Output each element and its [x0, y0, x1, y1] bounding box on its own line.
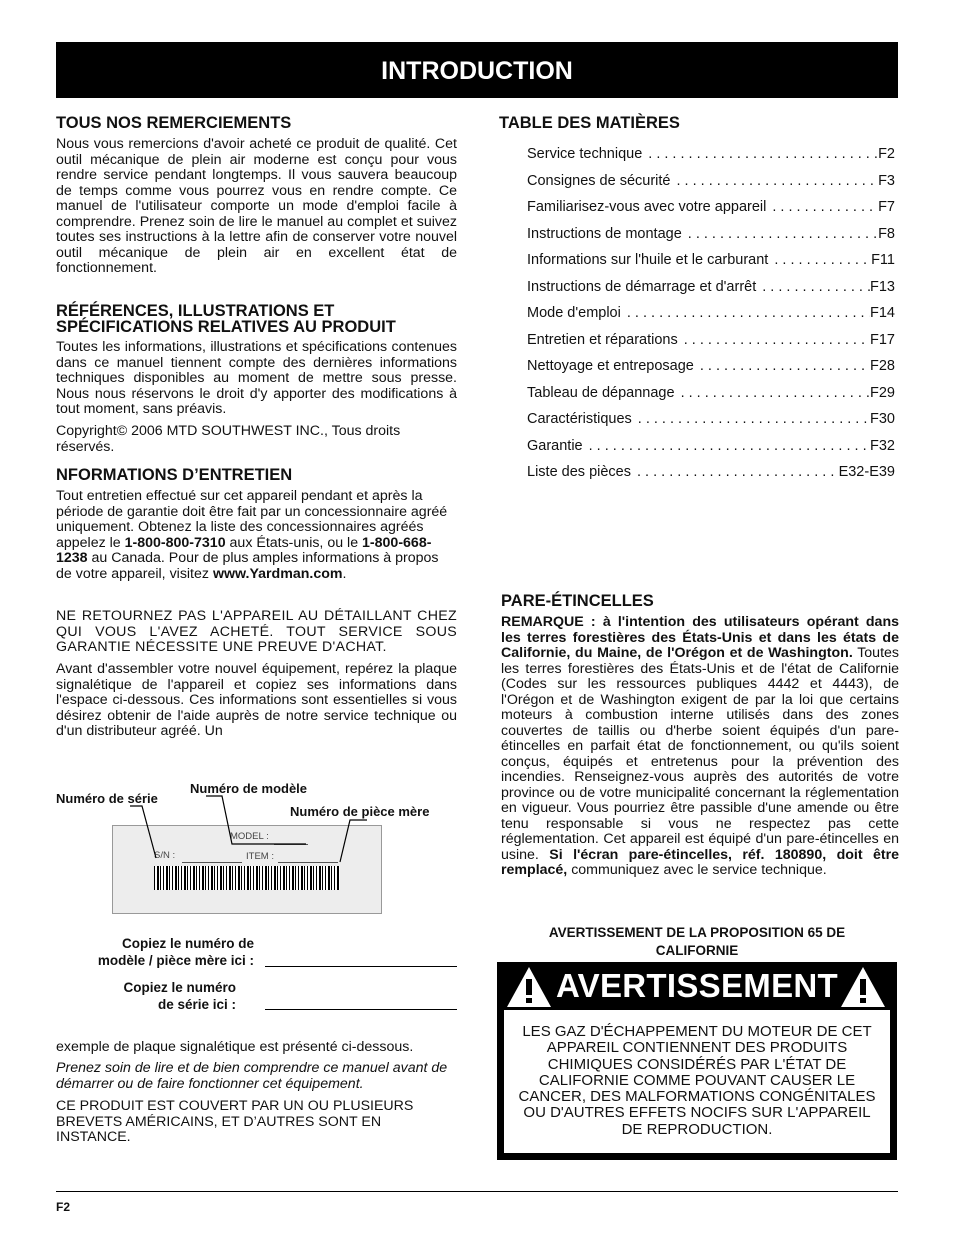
- toc-item-label: Familiarisez-vous avec votre appareil: [527, 199, 767, 215]
- toc-leader-dots: [772, 199, 878, 215]
- service-text-c: au Canada. Pour de plus amples informations à propos de votre appareil, visitez: [56, 550, 439, 582]
- toc-item[interactable]: [527, 199, 895, 215]
- toc-item-label: Consignes de sécurité: [527, 172, 671, 189]
- toc-item-page: E32-E39: [838, 464, 895, 480]
- toc-item[interactable]: [527, 146, 895, 162]
- nameplate-leader-lines: [56, 780, 461, 920]
- toc-item-page: F3: [878, 172, 895, 189]
- toc-item[interactable]: [527, 305, 895, 321]
- copy-serial-label: [56, 979, 236, 1013]
- toc-item-label: Instructions de montage: [527, 225, 682, 242]
- toc-item-label: Tableau de dépannage: [527, 384, 675, 401]
- phone-canada: 1-800-668-1238: [56, 534, 432, 566]
- copyright-text: Copyright© 2006 MTD SOUTHWEST INC., Tous droits réservés.: [56, 423, 401, 455]
- phone-us: 1-800-800-7310: [124, 534, 226, 551]
- copy-model-l1: Copiez le numéro de: [121, 936, 254, 951]
- toc-item-label: Liste des pièces: [527, 464, 631, 480]
- heading-references-l1: RÉFÉRENCES, ILLUSTRATIONS ET: [56, 302, 335, 320]
- read-manual-note: Prenez soin de lire et de bien comprendre ce manuel avant de démarrer ou de faire fonctionner cet équipement.: [56, 1060, 448, 1092]
- toc-item-label: Informations sur l'huile et le carburant: [527, 252, 769, 268]
- toc-item[interactable]: [527, 438, 895, 454]
- warning-triangle-icon-right: [839, 965, 887, 1009]
- toc-item[interactable]: [527, 279, 895, 295]
- toc-leader-dots: [688, 226, 878, 242]
- heading-spark-arrester: PARE-ÉTINCELLES: [501, 592, 654, 610]
- toc-item-label: Entretien et réparations: [527, 331, 678, 348]
- toc-leader-dots: [589, 438, 870, 454]
- spark-text: Toutes les terres forestières des États-Unis et de l'état de Californie (Codes sur les ressources publiques 4442 et 4443), de l'Orégon et de Washington exigent de par la loi que certains moteurs à combustion interne utilisés dans des zones couvertes de taillis ou d'herbe soient équipés d'un pare-étincelles en parfait état de fonctionnement, ou qu'ils soient conçus, équipés et entretenus pour la prévention des incendies. Renseignez-vous auprès des autorités de votre province ou de votre municipalité concernant la réglementation en vigueur. Vous pourriez être passible d'une amende ou être tenu responsable si vous ne respectez pas cette réglementation. Cet appareil est équipé d'un pare-étincelles en usine.: [501, 645, 899, 863]
- references-paragraph: Toutes les informations, illustrations et spécifications contenues dans ce manuel tiennent compte des dernières informations techniques disponibles au moment de mettre sous presse. Nous nous réservons le droit d'y apporter des modifications à tout moment, sans préavis.: [56, 339, 457, 417]
- label-model: Numéro de modèle: [190, 781, 308, 796]
- toc-item-page: F28: [870, 358, 895, 374]
- heading-toc: TABLE DES MATIÈRES: [499, 114, 680, 132]
- page-number: F2: [56, 1200, 71, 1214]
- heading-service-info: NFORMATIONS D’ENTRETIEN: [56, 466, 293, 484]
- toc-item-label: Mode d'emploi: [527, 305, 621, 321]
- toc-item-page: F11: [871, 252, 895, 268]
- service-text-a: Tout entretien effectué sur cet appareil pendant et après la période de garantie doit être fait par un concessionnaire agréé uniquement. Obtenez la liste des concessionnaires agréés appelez le: [56, 488, 448, 551]
- barcode: [154, 866, 340, 890]
- toc-item[interactable]: [527, 358, 895, 374]
- service-text-b: aux États-unis, ou le: [225, 534, 363, 551]
- toc-leader-dots: [762, 279, 870, 295]
- patent-text: CE PRODUIT EST COUVERT PAR UN OU PLUSIEURS BREVETS AMÉRICAINS, ET D’AUTRES SONT EN INSTANCE.: [56, 1098, 414, 1145]
- toc-item-page: F29: [870, 384, 895, 401]
- warning-body: [504, 1010, 890, 1153]
- toc-item-page: F30: [870, 411, 895, 427]
- toc-leader-dots: [648, 146, 878, 162]
- no-return-paragraph: NE RETOURNEZ PAS L'APPAREIL AU DÉTAILLANT CHEZ QUI VOUS L'AVEZ ACHETÉ. TOUT SERVICE SOUS GARANTIE NÉCESSITE UNE PREUVE D'ACHAT.: [56, 608, 457, 655]
- warning-text: LES GAZ D'ÉCHAPPEMENT DU MOTEUR DE CET APPAREIL CONTIENNENT DES PRODUITS CHIMIQUES CONSIDÉRÉS PAR L'ÉTAT DE CALIFORNIE COMME POUVANT CAUSER LE CANCER, DES MALFORMATIONS CONGÉNITALES OU D'AUTRES EFFETS NOCIFS SUR L'APPAREIL DE REPRODUCTION.: [518, 1023, 876, 1138]
- tag-serial: S/N :: [154, 850, 176, 861]
- toc-item-page: F8: [878, 225, 895, 242]
- toc-item[interactable]: [527, 226, 895, 242]
- toc-leader-dots: [676, 173, 878, 189]
- toc-item[interactable]: [527, 332, 895, 348]
- copy-serial-l2: de série ici :: [157, 997, 236, 1012]
- toc-item-label: Nettoyage et entreposage: [527, 358, 694, 374]
- service-text-d: .: [342, 565, 347, 582]
- warning-box: [497, 962, 897, 1160]
- toc-item[interactable]: [527, 173, 895, 189]
- toc-leader-dots: [681, 385, 870, 401]
- label-serial: Numéro de série: [56, 791, 158, 806]
- tag-model: MODEL :: [230, 831, 269, 842]
- nameplate-illustration: [56, 780, 461, 920]
- example-text: exemple de plaque signalétique est présenté ci-dessous.: [56, 1039, 414, 1055]
- toc-leader-dots: [700, 358, 870, 374]
- model-write-line[interactable]: [265, 966, 457, 967]
- toc-item[interactable]: [527, 464, 895, 480]
- toc-leader-dots: [627, 305, 870, 321]
- toc-item-label: Garantie: [527, 437, 583, 454]
- toc-item[interactable]: [527, 385, 895, 401]
- toc-item-label: Caractéristiques: [527, 411, 632, 427]
- heading-thanks: TOUS NOS REMERCIEMENTS: [56, 114, 292, 132]
- toc-item-page: F7: [878, 199, 895, 215]
- heading-references-l2: SPÉCIFICATIONS RELATIVES AU PRODUIT: [56, 318, 396, 336]
- toc-leader-dots: [684, 332, 870, 348]
- toc-item-page: F2: [878, 146, 895, 162]
- toc-item-page: F13: [870, 278, 895, 295]
- service-paragraph: [56, 489, 457, 582]
- toc-leader-dots: [774, 252, 871, 268]
- spark-note-bold: REMARQUE : à l'intention des utilisateurs opérant dans les terres forestières des États-Unis et dans les états de Californie, du Maine, de l'Orégon et de Washington.: [501, 614, 899, 661]
- section-banner: INTRODUCTION: [56, 42, 898, 98]
- toc-item-page: F32: [870, 437, 895, 454]
- toc-item-label: Service technique: [527, 146, 643, 162]
- prop65-heading-l2: CALIFORNIE: [655, 943, 739, 958]
- label-parent-part: Numéro de pièce mère: [290, 804, 430, 819]
- toc-item-label: Instructions de démarrage et d'arrêt: [527, 278, 757, 295]
- prop65-heading-l1: AVERTISSEMENT DE LA PROPOSITION 65 DE: [548, 925, 846, 940]
- spark-text-end: communiquez avec le service technique.: [567, 862, 827, 878]
- toc-item-page: F14: [870, 305, 895, 321]
- copy-model-l2: modèle / pièce mère ici :: [97, 953, 254, 968]
- toc-item[interactable]: [527, 252, 895, 268]
- website-link[interactable]: www.Yardman.com: [212, 565, 343, 582]
- serial-write-line[interactable]: [265, 1009, 457, 1010]
- tag-item: ITEM :: [246, 851, 274, 862]
- nameplate-paragraph: Avant d'assembler votre nouvel équipement, repérez la plaque signalétique de l'appareil et copiez ses informations dans l'espace ci-dessous. Ces informations sont essentielles si vous désirez obtenir de l'aide auprès de notre service technique ou d'un distributeur agréé. Un: [56, 661, 457, 739]
- prop65-heading: [497, 924, 897, 960]
- toc-item-page: F17: [870, 331, 895, 348]
- thanks-paragraph: Nous vous remercions d'avoir acheté ce produit de qualité. Cet outil mécanique de plein air moderne est conçu pour vous rendre service pendant longtemps. Il vous sauvera beaucoup de temps comme vous pourrez vous en rendre compte. Ce manuel de l'utilisateur comporte un mode d'emploi facile à comprendre. Prenez soin de lire le manuel au complet et suivez toutes ses instructions à la lettre afin de conserver votre nouvel outil mécanique de plein air en excellent état de fonctionnement.: [56, 136, 457, 276]
- footer-rule: [56, 1191, 898, 1192]
- copy-model-label: [56, 935, 254, 969]
- toc-leader-dots: [638, 411, 870, 427]
- toc-item[interactable]: [527, 411, 895, 427]
- toc-leader-dots: [637, 464, 839, 480]
- copy-serial-l1: Copiez le numéro: [123, 980, 236, 995]
- spark-paragraph: [501, 615, 899, 879]
- warning-title: AVERTISSEMENT: [556, 967, 838, 1004]
- spark-screen-bold: Si l'écran pare-étincelles, réf. 180890, doit être remplacé,: [501, 846, 899, 878]
